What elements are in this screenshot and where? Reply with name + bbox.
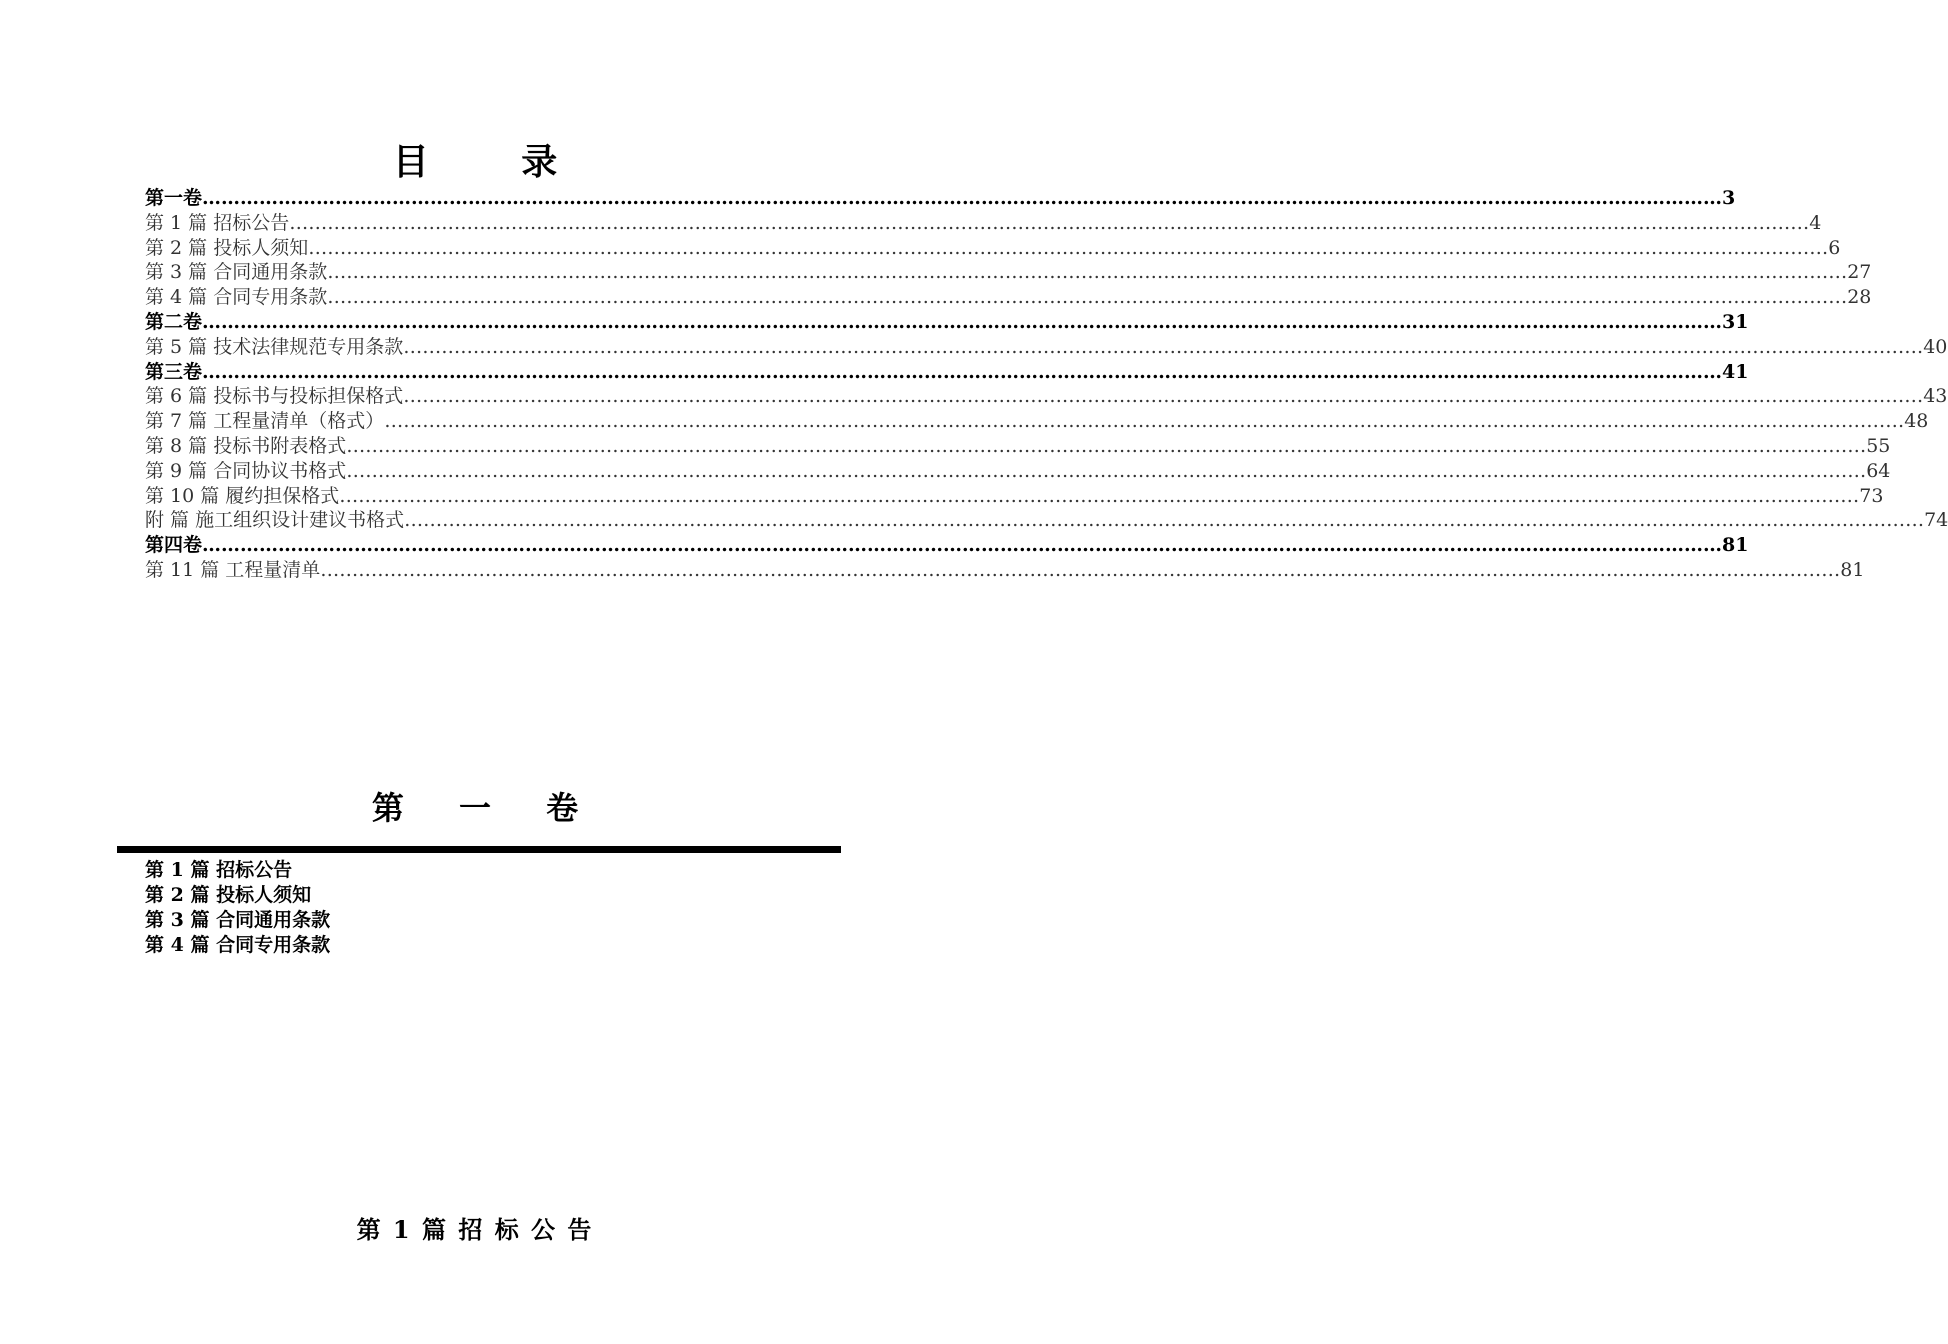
toc-leader-dots: …………………………………………………………………………………………………………………………………………………………………………………………………………………… — [384, 410, 1905, 433]
toc-entry-page: 81 — [1722, 534, 1749, 557]
toc-entry-label: 第二卷 — [145, 310, 203, 333]
toc-entry-page: 74 — [1924, 509, 1948, 532]
volume-contents-item: 第 2 篇 投标人须知 — [145, 884, 312, 906]
table-of-contents — [145, 186, 1948, 583]
toc-leader-dots: …………………………………………………………………………………………………………………………………………………………………………………………………………………… — [346, 459, 1867, 482]
toc-leader-dots: …………………………………………………………………………………………………………………………………………………………………………………………………………………… — [403, 385, 1924, 408]
toc-entry-page: 4 — [1809, 211, 1822, 234]
toc-entry-label: 第三卷 — [145, 360, 203, 383]
toc-entry[interactable] — [145, 409, 1929, 434]
toc-entry-label: 第 11 篇 工程量清单 — [145, 558, 321, 581]
volume-divider — [117, 846, 841, 853]
toc-entry-page: 64 — [1866, 459, 1891, 482]
toc-entry[interactable] — [145, 335, 1948, 360]
toc-entry-label: 第 5 篇 技术法律规范专用条款 — [145, 335, 404, 358]
toc-entry-label: 第一卷 — [145, 187, 203, 209]
volume-contents-item: 第 1 篇 招标公告 — [145, 859, 293, 881]
toc-entry-label: 第 9 篇 合同协议书格式 — [145, 459, 347, 482]
toc-entry[interactable] — [145, 434, 1891, 459]
toc-entry[interactable] — [145, 508, 1948, 533]
toc-leader-dots: …………………………………………………………………………………………………………………………………………………………………………………………………………………… — [202, 534, 1723, 557]
toc-leader-dots: …………………………………………………………………………………………………………………………………………………………………………………………………………………… — [320, 558, 1841, 581]
toc-entry-label: 第 6 篇 投标书与投标担保格式 — [145, 385, 404, 408]
toc-leader-dots: …………………………………………………………………………………………………………………………………………………………………………………………………………………… — [403, 335, 1924, 358]
toc-leader-dots: …………………………………………………………………………………………………………………………………………………………………………………………………………………… — [308, 236, 1829, 259]
toc-leader-dots: …………………………………………………………………………………………………………………………………………………………………………………………………………………… — [202, 310, 1723, 333]
toc-leader-dots: …………………………………………………………………………………………………………………………………………………………………………………………………………………… — [289, 211, 1810, 234]
toc-entry-label: 第四卷 — [145, 534, 203, 557]
toc-entry-page: 81 — [1840, 558, 1865, 581]
volume-contents-item: 第 3 篇 合同通用条款 — [145, 909, 331, 931]
toc-entry-page: 6 — [1828, 236, 1841, 259]
toc-entry[interactable] — [145, 260, 1872, 285]
toc-entry-label: 附 篇 施工组织设计建议书格式 — [145, 509, 405, 532]
toc-entry-page: 27 — [1847, 261, 1872, 284]
toc-entry[interactable] — [145, 211, 1822, 236]
toc-entry-page: 28 — [1847, 286, 1872, 309]
toc-entry-label: 第 10 篇 履约担保格式 — [145, 484, 340, 507]
toc-entry[interactable] — [145, 533, 1749, 558]
toc-entry-page: 31 — [1722, 310, 1749, 333]
toc-entry-page: 48 — [1904, 410, 1929, 433]
toc-entry-label: 第 3 篇 合同通用条款 — [145, 261, 328, 284]
toc-entry-label: 第 2 篇 投标人须知 — [145, 236, 309, 259]
toc-leader-dots: …………………………………………………………………………………………………………………………………………………………………………………………………………………… — [339, 484, 1860, 507]
toc-entry[interactable] — [145, 236, 1841, 261]
toc-leader-dots: …………………………………………………………………………………………………………………………………………………………………………………………………………………… — [346, 434, 1867, 457]
toc-entry[interactable] — [145, 384, 1948, 409]
volume-contents-list — [145, 858, 330, 958]
toc-entry-label: 第 1 篇 招标公告 — [145, 211, 290, 234]
part-heading: 第 1 篇 招 标 公 告 — [356, 1215, 594, 1244]
toc-entry-label: 第 4 篇 合同专用条款 — [145, 286, 328, 309]
toc-entry-page: 55 — [1866, 434, 1891, 457]
toc-entry-page: 3 — [1722, 187, 1736, 209]
toc-entry-page: 43 — [1923, 385, 1948, 408]
toc-entry[interactable] — [145, 285, 1872, 310]
volume-contents-item: 第 4 篇 合同专用条款 — [145, 934, 331, 956]
toc-entry[interactable] — [145, 310, 1749, 335]
toc-entry-page: 41 — [1722, 360, 1749, 383]
toc-leader-dots: …………………………………………………………………………………………………………………………………………………………………………………………………………………… — [202, 187, 1723, 209]
toc-leader-dots: …………………………………………………………………………………………………………………………………………………………………………………………………………………… — [404, 509, 1925, 532]
toc-entry[interactable] — [145, 360, 1749, 385]
toc-entry-page: 40 — [1923, 335, 1948, 358]
toc-leader-dots: …………………………………………………………………………………………………………………………………………………………………………………………………………………… — [202, 360, 1723, 383]
toc-entry[interactable] — [145, 186, 1736, 211]
toc-leader-dots: …………………………………………………………………………………………………………………………………………………………………………………………………………………… — [327, 261, 1848, 284]
toc-entry[interactable] — [145, 484, 1884, 509]
toc-title: 目 录 — [392, 141, 598, 183]
toc-entry-page: 73 — [1859, 484, 1884, 507]
toc-entry-label: 第 7 篇 工程量清单（格式） — [145, 410, 385, 433]
toc-leader-dots: …………………………………………………………………………………………………………………………………………………………………………………………………………………… — [327, 286, 1848, 309]
volume-heading: 第 一 卷 — [371, 789, 601, 827]
toc-entry[interactable] — [145, 558, 1865, 583]
toc-entry-label: 第 8 篇 投标书附表格式 — [145, 434, 347, 457]
toc-entry[interactable] — [145, 459, 1891, 484]
